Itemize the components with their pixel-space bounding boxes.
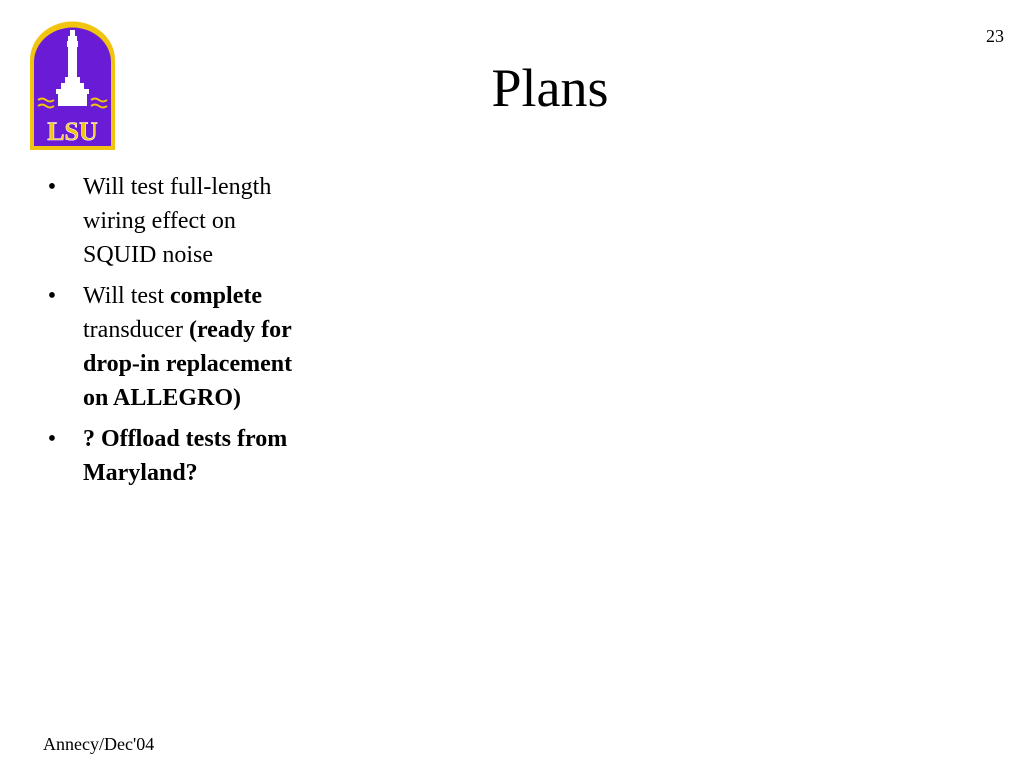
list-item — [42, 422, 302, 490]
page-title: Plans — [491, 58, 609, 118]
bullet-marker: • — [47, 174, 57, 200]
list-item — [42, 279, 302, 415]
bullet-text: Will test full-length wiring effect on SQUID noise — [83, 174, 272, 268]
slide-number: 23 — [986, 26, 1004, 46]
bullet-list — [42, 170, 302, 497]
bullet-text: Will test — [83, 283, 171, 309]
list-item — [42, 170, 302, 272]
bullet-text-bold: (ready for drop-in replacement on ALLEGRO) — [83, 317, 293, 411]
bullet-text-bold: ? Offload tests from Maryland? — [83, 426, 288, 486]
bullet-marker: • — [47, 283, 57, 309]
bullet-marker: • — [47, 426, 57, 452]
bullet-text-bold: complete — [170, 283, 262, 309]
logo-text: LSU — [47, 117, 98, 146]
footer-text: Annecy/Dec'04 — [43, 734, 155, 754]
bullet-text: transducer — [83, 317, 189, 343]
